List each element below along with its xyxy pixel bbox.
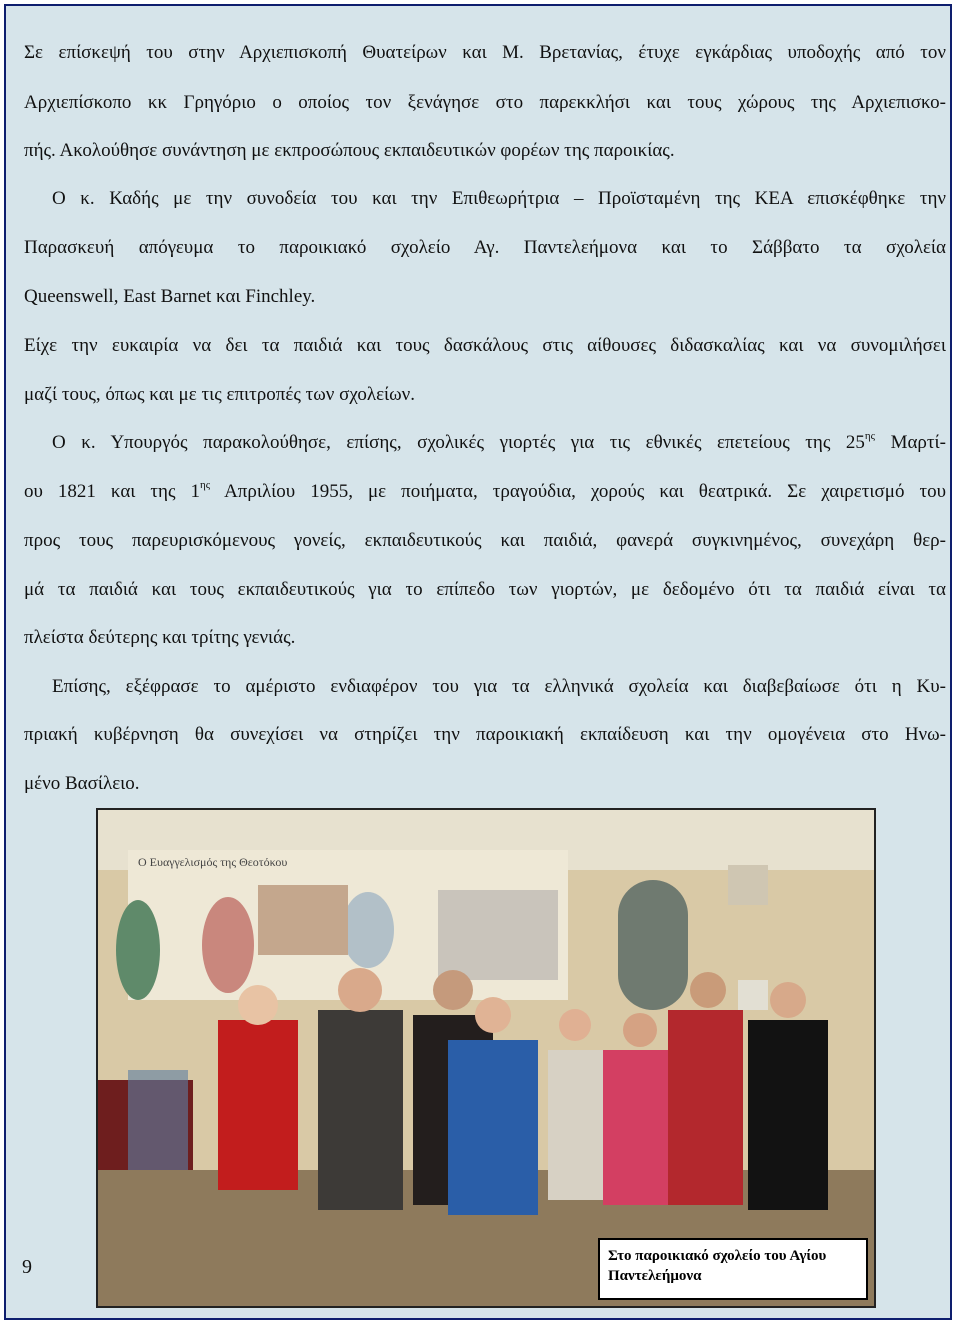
text-line: Σε επίσκεψή του στην Αρχιεπισκοπή Θυατείρων και Μ. Βρετανίας, έτυχε εγκάρδιας υποδοχής από τον [24,42,946,63]
text-line: Ο κ. Υπουργός παρακολούθησε, επίσης, σχολικές γιορτές για τις εθνικές επετείους της $25^{\eta\varsigma}$ Μαρτί- [52,429,946,453]
ordinal-suffix: ης [864,429,876,442]
photo-caption [598,1238,868,1300]
text-line: ου 1821 και της $1^{\eta\varsigma}$ Απριλίου 1955, με ποιήματα, τραγούδια, χορούς και θεατρικά. Σε χαιρετισμό του [24,478,946,502]
text-line: προς τους παρευρισκόμενους γονείς, εκπαιδευτικούς και παιδιά, φανερά συγκινημένος, συνεχάρη θερ- [24,530,946,551]
text-line: Παρασκευή απόγευμα το παροικιακό σχολείο Αγ. Παντελεήμονα και το Σάββατο τα σχολεία [24,237,946,258]
text-line: Αρχιεπίσκοπο κκ Γρηγόριο ο οποίος τον ξενάγησε στο παρεκκλήσι και τους χώρους της Αρχιεπισκο- [24,92,946,113]
text-line: Ο κ. Καδής με την συνοδεία του και την Επιθεωρήτρια – Προϊσταμένη της ΚΕΑ επισκέφθηκε την [52,188,946,209]
ordinal-suffix: ης [200,478,211,491]
text-line: Queenswell, East Barnet και Finchley. [24,286,316,307]
text-line: πής. Ακολούθησε συνάντηση με εκπροσώπους εκπαιδευτικών φορέων της παροικίας. [24,140,675,161]
text-line: μά τα παιδιά και τους εκπαιδευτικούς για το επίπεδο των γιορτών, με δεδομένο ότι τα παιδιά είναι τα [24,579,946,600]
text-line: πλείστα δεύτερης και τρίτης γενιάς. [24,627,296,648]
text-line: μαζί τους, όπως και με τις επιτροπές των σχολείων. [24,384,416,405]
text-line: πριακή κυβέρνηση θα συνεχίσει να στηρίζει την παροικιακή εκπαίδευση και την ομογένεια στο Ηνω- [24,724,946,745]
caption-line: Στο παροικιακό σχολείο του Αγίου [608,1248,827,1264]
text-line: Επίσης, εξέφρασε το αμέριστο ενδιαφέρον του για τα ελληνικά σχολεία και διαβεβαίωσε ότι η Κυ- [52,676,946,697]
wall-sign: Ο Ευαγγελισμός της Θεοτόκου [138,855,288,869]
text-line: Είχε την ευκαιρία να δει τα παιδιά και τους δασκάλους στις αίθουσες διδασκαλίας και να συνομιλήσει [24,335,946,356]
text-line: μένο Βασίλειο. [24,773,140,794]
caption-line: Παντελεήμονα [608,1268,702,1284]
page-number: 9 [22,1256,32,1278]
document-page [4,4,952,1320]
school-group-photo [96,808,876,1308]
